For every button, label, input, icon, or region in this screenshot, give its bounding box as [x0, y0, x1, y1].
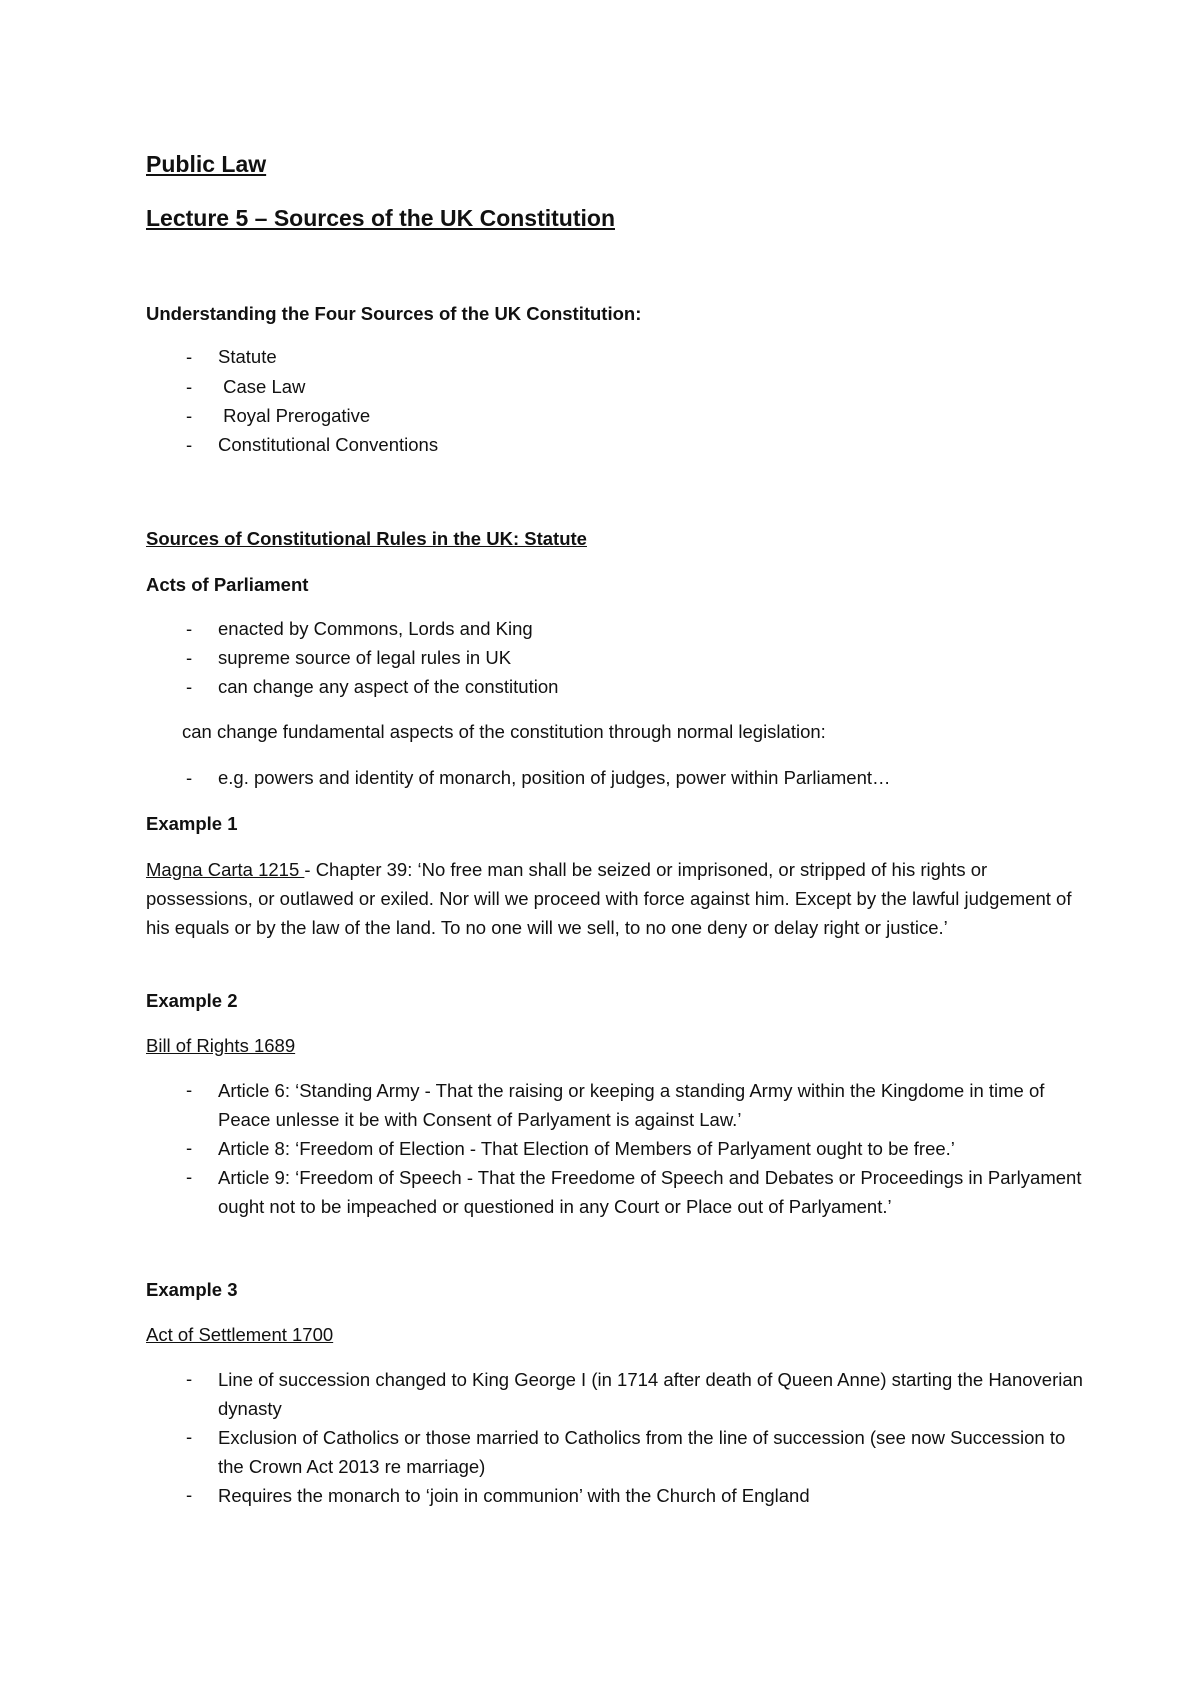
- list-item: Article 6: ‘Standing Army - That the raising or keeping a standing Army within the Kingdome in time of Peace unlesse it be with Consent of Parlyament is against Law.’: [218, 1080, 1045, 1130]
- intro-heading: Understanding the Four Sources of the UK Constitution:: [146, 303, 642, 324]
- list-dash: -: [186, 676, 193, 697]
- list-item: Case Law: [218, 376, 306, 397]
- example-1-paragraph: [146, 855, 1086, 942]
- list-item: Statute: [218, 346, 277, 367]
- example-2-heading: Example 2: [146, 990, 238, 1011]
- list-dash: -: [186, 376, 193, 397]
- list-item: enacted by Commons, Lords and King: [218, 618, 533, 639]
- example-3-source: Act of Settlement 1700: [146, 1324, 334, 1345]
- example-2-source: Bill of Rights 1689: [146, 1035, 296, 1056]
- example-1-heading: Example 1: [146, 813, 238, 834]
- list-dash: -: [186, 1484, 193, 1505]
- list-dash: -: [186, 767, 193, 788]
- list-dash: -: [186, 434, 193, 455]
- list-item: Line of succession changed to King George I (in 1714 after death of Queen Anne) starting the Hanoverian dynasty: [218, 1369, 1083, 1419]
- list-item: Requires the monarch to ‘join in communion’ with the Church of England: [218, 1485, 810, 1506]
- list-dash: -: [186, 647, 193, 668]
- list-item: Article 8: ‘Freedom of Election - That Election of Members of Parlyament ought to be free.’: [218, 1138, 955, 1159]
- list-dash: -: [186, 1368, 193, 1389]
- list-dash: -: [186, 1426, 193, 1447]
- list-item: Royal Prerogative: [218, 405, 371, 426]
- list-item: can change any aspect of the constitution: [218, 676, 559, 697]
- list-dash: -: [186, 346, 193, 367]
- list-dash: -: [186, 618, 193, 639]
- fundamental-text: can change fundamental aspects of the constitution through normal legislation:: [182, 721, 826, 742]
- list-dash: -: [186, 405, 193, 426]
- example-1-source: Magna Carta 1215: [146, 859, 305, 880]
- list-item: Article 9: ‘Freedom of Speech - That the Freedome of Speech and Debates or Proceedings in Parlyament ought not to be impeached or questioned in any Court or Place out of Parlyament.’: [218, 1167, 1082, 1217]
- list-item: Constitutional Conventions: [218, 434, 439, 455]
- list-dash: -: [186, 1079, 193, 1100]
- document-title: Public Law: [146, 151, 267, 177]
- list-item: e.g. powers and identity of monarch, position of judges, power within Parliament…: [218, 767, 891, 788]
- acts-heading: Acts of Parliament: [146, 574, 309, 595]
- list-item: Exclusion of Catholics or those married to Catholics from the line of succession (see now Succession to the Crown Act 2013 re marriage): [218, 1427, 1066, 1477]
- lecture-title: Lecture 5 – Sources of the UK Constitution: [146, 205, 615, 231]
- list-dash: -: [186, 1137, 193, 1158]
- section-heading-statute: Sources of Constitutional Rules in the UK: Statute: [146, 528, 587, 549]
- example-3-heading: Example 3: [146, 1279, 238, 1300]
- list-dash: -: [186, 1166, 193, 1187]
- example-1-text: - Chapter 39: ‘No free man shall be seized or imprisoned, or stripped of his rights or possessions, or outlawed or exiled. Nor will we proceed with force against him. Except by the lawful judgement of his equals or by the law of the land. To no one will we sell, to no one deny or delay right or justice.’: [146, 859, 1072, 938]
- list-item: supreme source of legal rules in UK: [218, 647, 512, 668]
